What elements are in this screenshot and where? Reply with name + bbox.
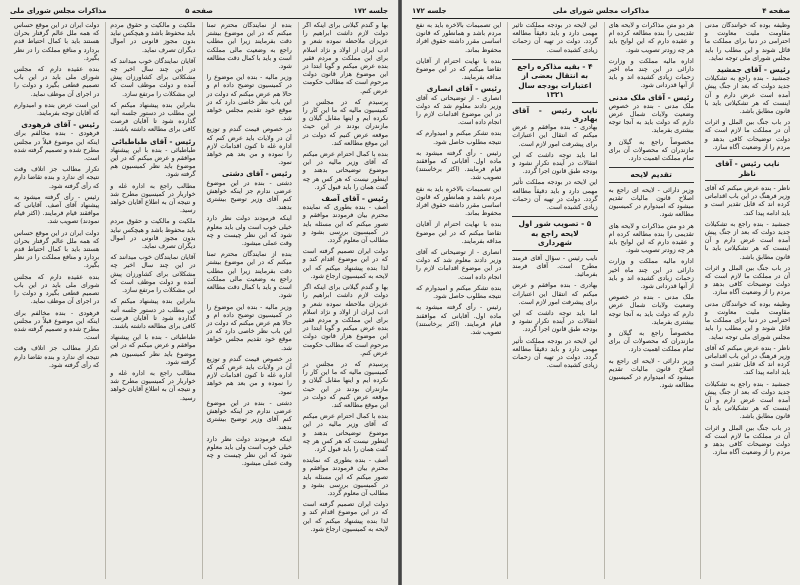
paragraph: دولت ایران تصمیم گرفته است که در این موضوع اقدام کند و لذا بنده پیشنهاد میکنم که این لایحه به کمیسیون ارجاع شود.: [302, 501, 388, 533]
paragraph: ملک مدنی - بنده در خصوص وضعیت ولایات شمال عرض دارم که دولت باید به آنجا توجه بیشتری بفرماید.: [608, 294, 694, 326]
right-page-columns: [412, 22, 790, 579]
paragraph: جمشید - بنده راجع به تشکیلات جدید دولت که بعد از جنگ پیش آمده است عرض دارم و آن اینست که هر تشکیلاتی باید با قانون مطابق باشد.: [704, 220, 790, 261]
paragraph: مخصوصاً راجع به گیلان و مازندران که محصولات آن برای تمام مملکت اهمیت دارد.: [608, 330, 694, 354]
paragraph: جمشید - بنده راجع به تشکیلات جدید دولت که بعد از جنگ پیش آمده است عرض دارم و آن اینست که هر تشکیلاتی باید با قانون مطابق باشد.: [704, 380, 790, 421]
paragraph: طباطبائی - بنده با این پیشنهاد موافقم و عرض میکنم که در این موضوع باید نظر کمیسیون هم گرفته شود.: [110, 146, 196, 179]
paragraph: در باب جنگ بین الملل و اثرات آن در مملکت ما لازم است که دولت توضیحات کافی بدهد و مردم را از وضعیت آگاه سازد.: [704, 424, 790, 457]
paragraph: اداره مالیه مملکت و وزارت دارائی در این چند ماه اخیر زحمات زیادی کشیده اند و باید از آنها قدردانی شود.: [608, 258, 694, 290]
paragraph: فرهودی - بنده مخالفم برای اینکه این موضوع قبلاً در مجلس مطرح شده و تصمیم گرفته شده است.: [14, 309, 100, 342]
paragraph: بهادری - بنده موافقم و عرض میکنم که انتقال این اعتبارات برای پیشرفت امور لازم است.: [512, 282, 598, 306]
paragraph: انصاری - از توضیحاتی که آقای وزیر دادند معلوم شد که دولت در این موضوع اقدامات لازم را انجام داده است.: [416, 249, 502, 281]
paragraph: بهادری - بنده موافقم و عرض میکنم که انتقال این اعتبارات برای پیشرفت امور لازم است.: [512, 124, 598, 148]
paragraph: این لایحه در بودجه مملکت تأثیر مهمی دارد و باید دقیقاً مطالعه گردد. دولت در تهیه آن زحمات زیادی کشیده است.: [512, 179, 598, 212]
paragraph: بنده تشکر میکنم و امیدوارم که نتیجه مطلوب حاصل شود.: [416, 284, 502, 301]
paragraph: در باب جنگ بین الملل و اثرات آن در مملکت ما لازم است که دولت توضیحات کافی بدهد و مردم را از وضعیت آگاه سازد.: [704, 264, 790, 297]
paragraph: اینکه فرمودند دولت نظر دارد خیلی خوب است ولی باید معلوم شود که این نظر چیست و چه وقت عملی میشود.: [206, 215, 292, 248]
paragraph: نایب رئیس - سؤال آقای فرمند مطرح است. آقای فرمند بفرمائید.: [512, 254, 598, 279]
paragraph: هر دو متن مذاکرات و لایحه های تقدیمی را بنده مطالعه کرده ام و عقیده دارم که این لوایح باید هر چه زودتر تصویب شود.: [608, 22, 694, 54]
text-column: [700, 22, 790, 579]
paragraph: ملک مدنی - بنده در خصوص وضعیت ولایات شمال عرض دارم که دولت باید به آنجا توجه بیشتری بفرماید.: [608, 102, 694, 135]
paragraph: آصف - بنده بطوری که نماینده محترم بیان فرمودند موافقم و تصور میکنم که این مسئله باید در کمیسیون بررسی بشود و مطالب آن معلوم گردد.: [302, 204, 388, 245]
paragraph: بنده از نمایندگان محترم تمنا میکنم که در این موضوع بیشتر دقت بفرمایند زیرا این مطلب راجع به وضعیت مالی مملکت است و باید با کمال دقت مطالعه شود.: [206, 22, 292, 71]
speaker-line: رئیس - آقای دشتی: [221, 169, 292, 179]
paragraph: این لایحه در بودجه مملکت تأثیر مهمی دارد و باید دقیقاً مطالعه گردد. دولت در تهیه آن زحمات زیادی کشیده است.: [512, 22, 598, 54]
speaker-line: رئیس - آقای فرهودی: [21, 120, 100, 130]
paragraph: آصف - بنده بطوری که نماینده محترم بیان فرمودند موافقم و تصور میکنم که این مسئله باید در کمیسیون بررسی بشود و مطالب آن معلوم گردد.: [302, 457, 388, 497]
paragraph: بنده با نهایت احترام از آقایان تقاضا میکنم که در این موضوع مداقه بفرمایند.: [416, 57, 502, 82]
paragraph: رئیس - رأی گرفته میشود به ماده اول. آقایانی که موافقند قیام فرمایند. (اکثر برخاستند) تصویب شد.: [416, 149, 502, 182]
paragraph: بنده با کمال احترام عرض میکنم که آقای وزیر مالیه در این موضوع توضیحاتی بدهند و اینطور نیست که هر کس هر چه گفت همان را باید قبول کرد.: [302, 151, 388, 191]
paragraph: وظیفه بوده که خوانندگان مدنی مقاومت ملیت معاونت و احترامی در دنیا برای مملکت ما قائل شوند و این مطلب را باید مجلس شورای ملی توجه نماید.: [704, 300, 790, 341]
paragraph: آقایان نمایندگان خوب میدانند که در این چند سال اخیر چه مشکلاتی برای کشاورزان پیش آمده و دولت موظف است که این مشکلات را مرتفع سازد.: [110, 57, 196, 98]
paragraph: دولت ایران تصمیم گرفته است که در این موضوع اقدام کند و لذا بنده پیشنهاد میکنم که این لایحه به کمیسیون ارجاع شود.: [302, 248, 388, 280]
left-page-columns: [10, 22, 388, 579]
paragraph: بنابراین بنده پیشنهاد میکنم که این مطلب در دستور جلسه آتیه گذارده شود تا آقایان فرصت کافی برای مطالعه داشته باشند.: [110, 298, 196, 330]
paragraph: ناظر - بنده عرض میکنم که آقای وزیر فرهنگ در این باب اقداماتی کرده اند که قابل تقدیر است و باید ادامه پیدا کند.: [704, 185, 790, 217]
paragraph: وزیر مالیه - بنده این موضوع را در کمیسیون توضیح داده ام و حالا هم عرض میکنم که دولت در این باب نظر خاصی دارد که در موقع خود تقدیم مجلس خواهد شد.: [206, 74, 292, 123]
text-column: [604, 22, 694, 579]
paragraph: مخصوصاً راجع به گیلان و مازندران که محصولات آن برای تمام مملکت اهمیت دارد.: [608, 138, 694, 163]
right-page: [402, 0, 800, 585]
paragraph: این تصمیمات بالاخره باید به نفع مردم باشد و همانطور که قانون اساسی مقرر داشته حقوق افراد محفوظ بماند.: [416, 185, 502, 218]
paragraph: ناظر - بنده عرض میکنم که آقای وزیر فرهنگ در این باب اقداماتی کرده اند که قابل تقدیر است و باید ادامه پیدا کند.: [704, 344, 790, 377]
paragraph: اما باید توجه داشت که این انتقالات در آینده تکرار نشود و بودجه طبق قانون اجرا گردد.: [512, 309, 598, 334]
left-page-header: [10, 4, 388, 18]
paragraph: آقایان نمایندگان خوب میدانند که در این چند سال اخیر چه مشکلاتی برای کشاورزان پیش آمده و دولت موظف است که این مشکلات را مرتفع سازد.: [110, 254, 196, 295]
publication-title: مذاکرات مجلس شورای ملی: [10, 7, 107, 15]
paragraph: دولت ایران در این موقع حساس که همه ملل عالم گرفتار بحران هستند باید با کمال احتیاط قدم بردارد و منافع مملکت را در نظر بگیرد.: [14, 22, 100, 62]
paragraph: جمشید - بنده راجع به تشکیلات جدید دولت که بعد از جنگ پیش آمده است عرض دارم و آن اینست که هر تشکیلاتی باید با قانون مطابق باشد.: [704, 75, 790, 116]
paragraph: این لایحه در بودجه مملکت تأثیر مهمی دارد و باید دقیقاً مطالعه گردد. دولت در تهیه آن زحمات زیادی کشیده است.: [512, 337, 598, 370]
text-column: [298, 22, 388, 579]
paragraph: بنده با کمال احترام عرض میکنم که آقای وزیر مالیه در این موضوع توضیحاتی بدهند و اینطور نیست که هر کس هر چه گفت همان را باید قبول کرد.: [302, 413, 388, 453]
paragraph: وزیر دارائی - لایحه ای راجع به اصلاح قانون مالیات تقدیم میشود که امیدوارم در کمیسیون مطالعه شود.: [608, 186, 694, 219]
paragraph: پرسیدم که در مجلس در کمیسیون مالیه که ما این کار را نکرده ایم و اینها مقابل گیلان و مازندران بودند در این حیث موقعه عرض کنیم که دولت در این موقع مطالعه کند.: [302, 98, 388, 147]
paragraph: اینکه فرمودند دولت نظر دارد خیلی خوب است ولی باید معلوم شود که این نظر چیست و چه وقت عملی میشود.: [206, 435, 292, 468]
paragraph: در خصوص قیمت گندم و توزیع آن در ولایات باید عرض کنم که اداره غله تا کنون اقدامات لازم را نموده و من بعد هم خواهد نمود.: [206, 355, 292, 396]
paragraph: این تصمیمات بالاخره باید به نفع مردم باشد و همانطور که قانون اساسی مقرر داشته حقوق افراد محفوظ بماند.: [416, 22, 502, 54]
paragraph: مطالب راجع به اداره غله و خواربار در کمیسیون مطرح شد و نتیجه آن به اطلاع آقایان خواهد رسید.: [110, 182, 196, 215]
paragraph: طباطبائی - بنده با این پیشنهاد موافقم و عرض میکنم که در این موضوع باید نظر کمیسیون هم گرفته شود.: [110, 334, 196, 366]
paragraph: وزیر مالیه - بنده این موضوع را در کمیسیون توضیح داده ام و حالا هم عرض میکنم که دولت در این باب نظر خاصی دارد که در موقع خود تقدیم مجلس خواهد شد.: [206, 303, 292, 352]
header-rule: [10, 18, 388, 19]
paragraph: مطالب راجع به اداره غله و خواربار در کمیسیون مطرح شد و نتیجه آن به اطلاع آقایان خواهد رسید.: [110, 369, 196, 402]
paragraph: بنده عقیده دارم که مجلس شورای ملی باید در این باب تصمیم قطعی بگیرد و دولت را در اجرای آن موظف نماید.: [14, 273, 100, 306]
paragraph: بنده از نمایندگان محترم تمنا میکنم که در این موضوع بیشتر دقت بفرمایند زیرا این مطلب راجع به وضعیت مالی مملکت است و باید با کمال دقت مطالعه شود.: [206, 251, 292, 300]
speaker-line: رئیس - آقای ملک مدنی: [608, 92, 694, 102]
publication-title: مذاکرات مجلس شورای ملی: [552, 7, 650, 15]
text-column: [507, 22, 597, 579]
section-heading: ۴ - بقیه مذاکره راجع به انتقال بعضی از اعتبارات بودجه سال ۱۳۲۱: [512, 59, 597, 103]
right-page-header: [412, 4, 790, 18]
text-column: [202, 22, 292, 579]
paragraph: رئیس - رأی گرفته میشود به ماده اول. آقایانی که موافقند قیام فرمایند. (اکثر برخاستند) تصویب شد.: [416, 304, 502, 336]
paragraph: اداره مالیه مملکت و وزارت دارائی در این چند ماه اخیر زحمات زیادی کشیده اند و باید از آنها قدردانی شود.: [608, 57, 694, 90]
paragraph: در خصوص قیمت گندم و توزیع آن در ولایات باید عرض کنم که اداره غله تا کنون اقدامات لازم را نموده و من بعد هم خواهد نمود.: [206, 126, 292, 167]
paragraph: بنده با نهایت احترام از آقایان تقاضا میکنم که در این موضوع مداقه بفرمایند.: [416, 221, 502, 245]
speaker-line: رئیس - آقای طباطبائی: [111, 136, 196, 146]
speaker-line: رئیس - آقای انصاری: [426, 84, 502, 94]
paragraph: پرسیدم که در مجلس در کمیسیون مالیه که ما این کار را نکرده ایم و اینها مقابل گیلان و مازندران بودند در این حیث موقعه عرض کنیم که دولت در این موقع مطالعه کند.: [302, 360, 388, 409]
paragraph: دشتی - بنده در این موضوع عرضی ندارم جز اینکه خواهش کنم آقای وزیر توضیح بیشتری بدهند.: [206, 399, 292, 432]
text-column: [10, 22, 99, 579]
paragraph: انصاری - از توضیحاتی که آقای وزیر دادند معلوم شد که دولت در این موضوع اقدامات لازم را انجام داده است.: [416, 94, 502, 127]
speaker-line: رئیس - آقای جمشید: [716, 65, 790, 75]
page-number: صفحه ۵: [185, 7, 213, 15]
paragraph: بنابراین بنده پیشنهاد میکنم که این مطلب در دستور جلسه آتیه گذارده شود تا آقایان فرصت کافی برای مطالعه داشته باشند.: [110, 101, 196, 134]
paragraph: این است عرض بنده و امیدوارم که آقایان توجه بفرمایند.: [14, 101, 100, 118]
session-number: جلسه ۱۷۲: [353, 7, 388, 15]
section-heading: ۵ - تصویب شور اول لایحه راجع به شهرداری: [512, 216, 597, 251]
section-heading: تقدیم لایحه: [609, 167, 694, 183]
paragraph: وظیفه بوده که خوانندگان مدنی مقاومت ملیت معاونت و احترامی در دنیا برای مملکت ما قائل شوند و این مطلب را باید مجلس شورای ملی توجه نماید.: [704, 22, 790, 62]
paragraph: بنده عقیده دارم که مجلس شورای ملی باید در این باب تصمیم قطعی بگیرد و دولت را در اجرای آن موظف نماید.: [14, 66, 100, 98]
page-number: صفحه ۴: [762, 7, 790, 15]
paragraph: ملکیت و مالکیت و حقوق مردم باید محفوظ باشد و هیچکس نباید بدون مجوز قانونی در اموال دیگران تصرف نماید.: [110, 22, 196, 54]
paragraph: ملکیت و مالکیت و حقوق مردم باید محفوظ باشد و هیچکس نباید بدون مجوز قانونی در اموال دیگران تصرف نماید.: [110, 218, 196, 251]
paragraph: وزیر دارائی - لایحه ای راجع به اصلاح قانون مالیات تقدیم میشود که امیدوارم در کمیسیون مطالعه شود.: [608, 357, 694, 390]
paragraph: رئیس - رأی گرفته میشود به پیشنهاد آقای آصف. آقایانی که موافقند قیام فرمایند. (اکثر قیام نمودند) تصویب شد.: [14, 193, 100, 226]
paragraph: بها و گندم گیلانی برای اینکه اگر دولت لازم داشت ابراهیم را عزیزان ملاحظه نموده شعر و ادب ایران از اولاد و نژاد اسلام برای این مملکت و مردم فقیر بنده عرض میکنم و گویا ابتدا در این موضوع هزار قانون دولت مرحوم است که مطالب حکومت عرض کنم.: [302, 284, 388, 357]
paragraph: تکرار مطالب جز اتلاف وقت نتیجه ای ندارد و بنده تقاضا دارم که رأی گرفته شود.: [14, 166, 100, 190]
paragraph: بها و گندم گیلانی برای اینکه اگر دولت لازم داشت ابراهیم را عزیزان ملاحظه نموده شعر و ادب ایران از اولاد و نژاد اسلام برای این مملکت و مردم فقیر بنده عرض میکنم و گویا ابتدا در این موضوع هزار قانون دولت مرحوم است که مطالب حکومت عرض کنم.: [302, 22, 388, 95]
text-column: [412, 22, 501, 579]
speaker-line: رئیس - آقای آصف: [321, 194, 388, 204]
paragraph: تکرار مطالب جز اتلاف وقت نتیجه ای ندارد و بنده تقاضا دارم که رأی گرفته شود.: [14, 345, 100, 369]
paragraph: در باب جنگ بین الملل و اثرات آن در مملکت ما لازم است که دولت توضیحات کافی بدهد و مردم را از وضعیت آگاه سازد.: [704, 119, 790, 151]
paragraph: بنده تشکر میکنم و امیدوارم که نتیجه مطلوب حاصل شود.: [416, 130, 502, 146]
header-rule: [412, 18, 790, 19]
text-column: [105, 22, 195, 579]
paragraph: دشتی - بنده در این موضوع عرضی ندارم جز اینکه خواهش کنم آقای وزیر توضیح بیشتری بدهند.: [206, 179, 292, 212]
session-number: جلسه ۱۷۲: [412, 7, 447, 15]
left-page: [0, 0, 398, 585]
section-heading: نایب رئیس - آقای ناظر: [705, 156, 790, 181]
paragraph: هر دو متن مذاکرات و لایحه های تقدیمی را بنده مطالعه کرده ام و عقیده دارم که این لوایح باید هر چه زودتر تصویب شود.: [608, 222, 694, 255]
paragraph: اما باید توجه داشت که این انتقالات در آینده تکرار نشود و بودجه طبق قانون اجرا گردد.: [512, 151, 598, 176]
paragraph: دولت ایران در این موقع حساس که همه ملل عالم گرفتار بحران هستند باید با کمال احتیاط قدم بردارد و منافع مملکت را در نظر بگیرد.: [14, 229, 100, 270]
speaker-line: نایب رئیس - آقای بهادری: [512, 105, 598, 124]
paragraph: فرهودی - بنده مخالفم برای اینکه این موضوع قبلاً در مجلس مطرح شده و تصمیم گرفته شده است.: [14, 130, 100, 163]
